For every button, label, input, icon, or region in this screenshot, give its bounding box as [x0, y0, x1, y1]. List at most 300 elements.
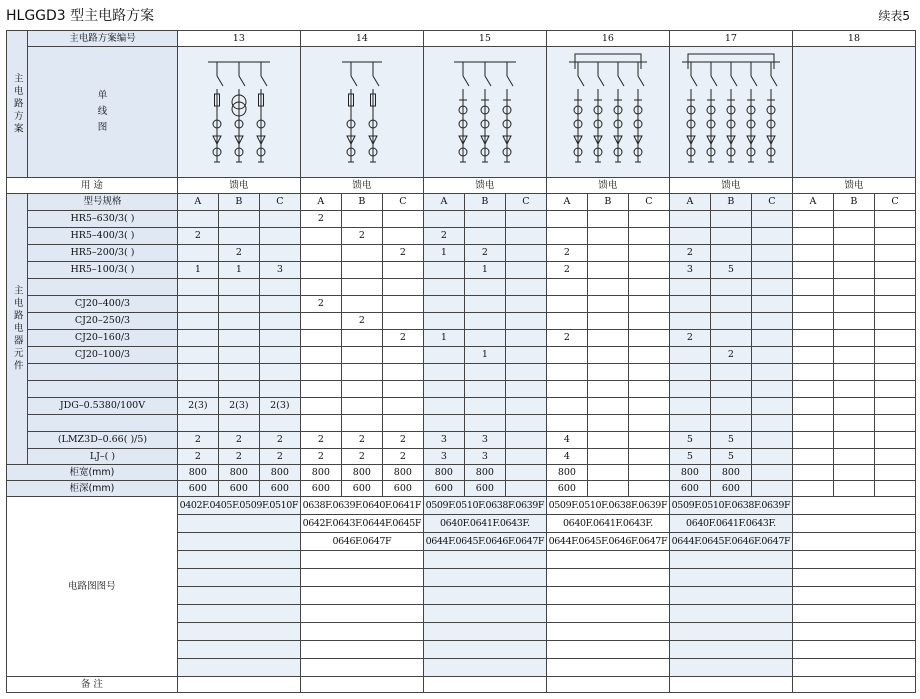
component-qty [505, 381, 546, 398]
drawing-number-value: 0644F.0645F.0646F.0647F [546, 533, 669, 551]
component-qty [628, 381, 669, 398]
component-qty [341, 364, 382, 381]
cabinet-width-value [505, 465, 546, 481]
component-qty [792, 381, 833, 398]
remarks-row [7, 677, 916, 693]
drawing-number-value [300, 641, 423, 659]
component-qty [382, 228, 423, 245]
component-qty [218, 211, 259, 228]
component-qty [505, 432, 546, 449]
component-qty [874, 398, 915, 415]
component-qty [833, 398, 874, 415]
switch-blade [731, 76, 737, 86]
drawing-number-value: 0640F.0641F.0643F. [546, 515, 669, 533]
component-qty [628, 432, 669, 449]
column-letter: A [546, 194, 587, 211]
drawing-number-value: 0644F.0645F.0646F.0647F [669, 533, 792, 551]
component-qty [751, 381, 792, 398]
cabinet-width-value: 800 [341, 465, 382, 481]
component-qty: 2 [423, 228, 464, 245]
component-qty [300, 364, 341, 381]
single-line-diagram-18 [792, 47, 915, 178]
cabinet-depth-value [628, 481, 669, 497]
component-qty [710, 313, 751, 330]
component-qty [259, 313, 300, 330]
component-qty [792, 347, 833, 364]
component-qty [382, 347, 423, 364]
drawing-number-value [423, 605, 546, 623]
component-qty: 2 [382, 245, 423, 262]
remarks-label: 备 注 [7, 677, 178, 693]
drawing-number-value [546, 641, 669, 659]
component-qty [751, 432, 792, 449]
drawing-number-value [792, 551, 915, 569]
remarks-value [792, 677, 915, 693]
drawing-number-value: 0642F.0643F.0644F.0645F [300, 515, 423, 533]
drawing-number-value [423, 641, 546, 659]
component-qty [833, 381, 874, 398]
component-qty [464, 279, 505, 296]
component-qty: 2 [546, 245, 587, 262]
component-qty [792, 415, 833, 432]
component-qty [423, 279, 464, 296]
component-qty [669, 415, 710, 432]
column-letter: B [218, 194, 259, 211]
remarks-value [546, 677, 669, 693]
drawing-number-value [423, 659, 546, 677]
component-qty: 3 [464, 449, 505, 465]
spec-name: HR5–630/3( ) [28, 211, 178, 228]
component-qty [382, 211, 423, 228]
drawing-number-value [546, 623, 669, 641]
component-qty [792, 245, 833, 262]
component-qty [669, 296, 710, 313]
component-qty [587, 228, 628, 245]
component-qty [587, 347, 628, 364]
component-qty [505, 347, 546, 364]
component-qty [669, 381, 710, 398]
drawing-number-value: 0509F.0510F.0638F.0639F [669, 497, 792, 515]
component-qty [464, 415, 505, 432]
components-group-label: 主电路电器元件 [7, 194, 28, 465]
component-qty [628, 364, 669, 381]
component-row [7, 262, 916, 279]
drawing-number-value [669, 641, 792, 659]
column-letter: B [833, 194, 874, 211]
single-line-row [7, 47, 916, 178]
component-qty [628, 262, 669, 279]
component-qty [177, 415, 218, 432]
component-qty [464, 398, 505, 415]
component-qty: 2 [300, 211, 341, 228]
drawing-number-label: 电路图图号 [7, 497, 178, 677]
component-qty [751, 211, 792, 228]
component-row [7, 279, 916, 296]
component-qty [218, 415, 259, 432]
component-qty [628, 211, 669, 228]
component-qty [341, 211, 382, 228]
spec-name: HR5–100/3( ) [28, 262, 178, 279]
component-qty [587, 415, 628, 432]
component-qty: 1 [423, 330, 464, 347]
drawing-number-value [300, 569, 423, 587]
component-qty: 5 [710, 432, 751, 449]
switch-blade [485, 76, 491, 86]
component-qty [259, 211, 300, 228]
component-qty: 5 [710, 262, 751, 279]
component-qty [505, 296, 546, 313]
component-qty [669, 347, 710, 364]
cabinet-width-value [874, 465, 915, 481]
component-qty: 2 [341, 432, 382, 449]
spec-name [28, 415, 178, 432]
scheme-number: 15 [423, 31, 546, 47]
component-qty [628, 415, 669, 432]
component-qty [382, 415, 423, 432]
usage-row [7, 178, 916, 194]
component-qty [259, 279, 300, 296]
component-qty [874, 262, 915, 279]
component-qty [587, 364, 628, 381]
column-letter: A [177, 194, 218, 211]
page-title: HLGGD3 型主电路方案 [6, 8, 155, 24]
cabinet-width-value [587, 465, 628, 481]
component-qty [341, 381, 382, 398]
component-qty [423, 296, 464, 313]
component-qty [300, 279, 341, 296]
component-qty [751, 228, 792, 245]
cabinet-width-value: 800 [382, 465, 423, 481]
component-qty [177, 296, 218, 313]
drawing-number-value [792, 569, 915, 587]
cabinet-depth-value [587, 481, 628, 497]
component-qty [423, 313, 464, 330]
component-qty: 2 [669, 330, 710, 347]
component-qty [300, 330, 341, 347]
component-qty [792, 432, 833, 449]
component-qty [218, 313, 259, 330]
drawing-number-value [177, 533, 300, 551]
drawing-number-row [7, 497, 916, 515]
component-qty [546, 211, 587, 228]
usage-value: 馈电 [792, 178, 915, 194]
scheme-number: 13 [177, 31, 300, 47]
column-letter: B [710, 194, 751, 211]
component-qty [505, 364, 546, 381]
single-line-diagram-svg [426, 50, 544, 174]
spec-name: HR5–200/3( ) [28, 245, 178, 262]
component-qty [792, 279, 833, 296]
cabinet-depth-value: 600 [382, 481, 423, 497]
component-qty: 2 [300, 449, 341, 465]
component-row [7, 347, 916, 364]
component-qty [874, 432, 915, 449]
component-qty [341, 330, 382, 347]
cabinet-width-value: 800 [546, 465, 587, 481]
component-qty [177, 279, 218, 296]
component-qty [464, 228, 505, 245]
component-qty [833, 296, 874, 313]
component-qty [874, 279, 915, 296]
drawing-number-value [423, 551, 546, 569]
component-qty: 2(3) [177, 398, 218, 415]
component-qty: 2 [382, 330, 423, 347]
component-qty: 3 [464, 432, 505, 449]
component-qty [751, 364, 792, 381]
component-qty: 5 [710, 449, 751, 465]
component-qty [792, 211, 833, 228]
component-qty: 2 [546, 330, 587, 347]
spec-name: JDG–0.5380/100V [28, 398, 178, 415]
component-qty [423, 262, 464, 279]
component-qty [669, 279, 710, 296]
component-qty [710, 364, 751, 381]
column-letter: C [505, 194, 546, 211]
drawing-number-value: 0509F.0510F.0638F.0639F [423, 497, 546, 515]
drawing-number-value [669, 659, 792, 677]
component-qty [710, 279, 751, 296]
switch-blade [507, 76, 513, 86]
single-line-diagram-17 [669, 47, 792, 178]
component-qty: 2 [382, 449, 423, 465]
component-qty [382, 364, 423, 381]
component-qty: 2 [710, 347, 751, 364]
single-line-diagram-svg [672, 50, 790, 174]
cabinet-width-value: 800 [259, 465, 300, 481]
component-qty [792, 262, 833, 279]
cabinet-depth-value [751, 481, 792, 497]
cabinet-width-row [7, 465, 916, 481]
drawing-number-value [669, 587, 792, 605]
component-qty [300, 381, 341, 398]
component-qty [628, 296, 669, 313]
remarks-value [300, 677, 423, 693]
component-qty [587, 245, 628, 262]
component-qty [751, 245, 792, 262]
component-qty [751, 296, 792, 313]
component-qty [669, 228, 710, 245]
drawing-number-value [792, 587, 915, 605]
usage-label: 用 途 [7, 178, 178, 194]
component-qty [464, 364, 505, 381]
component-qty: 2 [177, 449, 218, 465]
component-qty [423, 364, 464, 381]
component-qty [669, 364, 710, 381]
drawing-number-value [177, 587, 300, 605]
spec-name [28, 381, 178, 398]
usage-value: 馈电 [423, 178, 546, 194]
scheme-group-label: 主电路方案 [7, 31, 28, 178]
component-qty [833, 432, 874, 449]
spec-name [28, 364, 178, 381]
component-qty: 2 [300, 432, 341, 449]
component-qty: 1 [464, 347, 505, 364]
cabinet-depth-value [505, 481, 546, 497]
switch-blade [239, 76, 245, 86]
component-row [7, 228, 916, 245]
component-qty: 3 [423, 449, 464, 465]
cabinet-depth-value: 600 [546, 481, 587, 497]
drawing-number-value: 0402F.0405F.0509F.0510F [177, 497, 300, 515]
single-line-label: 单 线 图 [28, 47, 178, 178]
column-letter: C [628, 194, 669, 211]
component-qty: 1 [218, 262, 259, 279]
component-qty [218, 279, 259, 296]
drawing-number-value [423, 623, 546, 641]
component-qty [833, 245, 874, 262]
component-qty [505, 228, 546, 245]
switch-blade [463, 76, 469, 86]
component-qty [833, 279, 874, 296]
usage-value: 馈电 [669, 178, 792, 194]
component-qty [833, 211, 874, 228]
cabinet-depth-value: 600 [423, 481, 464, 497]
cabinet-depth-value: 600 [464, 481, 505, 497]
component-qty [546, 415, 587, 432]
component-qty [874, 415, 915, 432]
component-row [7, 432, 916, 449]
component-qty [792, 296, 833, 313]
component-qty [423, 398, 464, 415]
switch-blade [373, 76, 379, 86]
column-letter: B [587, 194, 628, 211]
drawing-number-value [300, 623, 423, 641]
component-qty [177, 330, 218, 347]
cabinet-width-value: 800 [218, 465, 259, 481]
component-qty [833, 415, 874, 432]
component-qty [341, 415, 382, 432]
component-qty [505, 415, 546, 432]
drawing-number-value [177, 641, 300, 659]
component-qty [792, 398, 833, 415]
cabinet-width-value [751, 465, 792, 481]
component-qty [300, 262, 341, 279]
cabinet-width-value: 800 [177, 465, 218, 481]
scheme-no-label: 主电路方案编号 [28, 31, 178, 47]
cabinet-depth-value: 600 [710, 481, 751, 497]
scheme-number: 18 [792, 31, 915, 47]
component-qty [874, 449, 915, 465]
component-qty [587, 279, 628, 296]
component-qty [833, 228, 874, 245]
component-qty: 2 [341, 313, 382, 330]
component-qty: 3 [669, 262, 710, 279]
component-qty: 2 [382, 432, 423, 449]
component-qty [792, 228, 833, 245]
cabinet-depth-value: 600 [259, 481, 300, 497]
component-qty [177, 313, 218, 330]
component-qty [628, 347, 669, 364]
component-row [7, 381, 916, 398]
scheme-number: 17 [669, 31, 792, 47]
remarks-value [669, 677, 792, 693]
usage-value: 馈电 [177, 178, 300, 194]
component-qty [628, 449, 669, 465]
component-row [7, 296, 916, 313]
cabinet-width-value [628, 465, 669, 481]
component-qty: 2(3) [259, 398, 300, 415]
component-qty [382, 313, 423, 330]
component-qty [874, 313, 915, 330]
switch-blade [351, 76, 357, 86]
component-qty [751, 279, 792, 296]
column-letter: A [792, 194, 833, 211]
component-qty: 5 [669, 432, 710, 449]
component-qty: 1 [464, 262, 505, 279]
cabinet-depth-value: 600 [341, 481, 382, 497]
component-qty [300, 313, 341, 330]
component-row [7, 449, 916, 465]
component-qty [751, 347, 792, 364]
column-letter: B [341, 194, 382, 211]
drawing-number-value [792, 605, 915, 623]
drawing-number-value [669, 623, 792, 641]
drawing-number-value: 0509F.0510F.0638F.0639F [546, 497, 669, 515]
drawing-number-value [177, 659, 300, 677]
component-qty [546, 279, 587, 296]
column-letter: C [259, 194, 300, 211]
component-row [7, 330, 916, 347]
component-qty: 5 [669, 449, 710, 465]
cabinet-depth-value: 600 [177, 481, 218, 497]
component-qty: 2 [218, 449, 259, 465]
component-qty [628, 228, 669, 245]
component-qty [259, 228, 300, 245]
component-qty: 2 [218, 432, 259, 449]
component-qty [792, 313, 833, 330]
spec-name [28, 279, 178, 296]
drawing-number-value [546, 605, 669, 623]
component-qty: 2 [300, 296, 341, 313]
component-qty [177, 364, 218, 381]
spec-header-row [7, 194, 916, 211]
component-qty [382, 279, 423, 296]
cabinet-width-value: 800 [669, 465, 710, 481]
component-qty [382, 262, 423, 279]
component-qty: 2 [177, 432, 218, 449]
component-qty: 2(3) [218, 398, 259, 415]
component-qty [587, 381, 628, 398]
component-qty [341, 398, 382, 415]
component-qty: 1 [423, 245, 464, 262]
spec-name: CJ20–400/3 [28, 296, 178, 313]
drawing-number-value: 0644F.0645F.0646F.0647F [423, 533, 546, 551]
component-qty [218, 347, 259, 364]
component-qty [300, 398, 341, 415]
spec-name: HR5–400/3( ) [28, 228, 178, 245]
component-qty [464, 330, 505, 347]
component-qty [505, 313, 546, 330]
drawing-number-value [792, 497, 915, 515]
component-qty [628, 279, 669, 296]
component-qty [587, 211, 628, 228]
drawing-number-value [546, 569, 669, 587]
component-qty: 2 [259, 432, 300, 449]
component-qty [710, 245, 751, 262]
component-qty: 2 [341, 228, 382, 245]
drawing-number-value [300, 605, 423, 623]
component-qty [259, 415, 300, 432]
component-qty [587, 262, 628, 279]
component-qty [464, 296, 505, 313]
drawing-number-value [177, 623, 300, 641]
column-letter: C [874, 194, 915, 211]
drawing-number-value [300, 587, 423, 605]
drawing-number-value [792, 533, 915, 551]
component-qty [423, 211, 464, 228]
component-qty [546, 364, 587, 381]
spec-name: (LMZ3D–0.66( )/5) [28, 432, 178, 449]
